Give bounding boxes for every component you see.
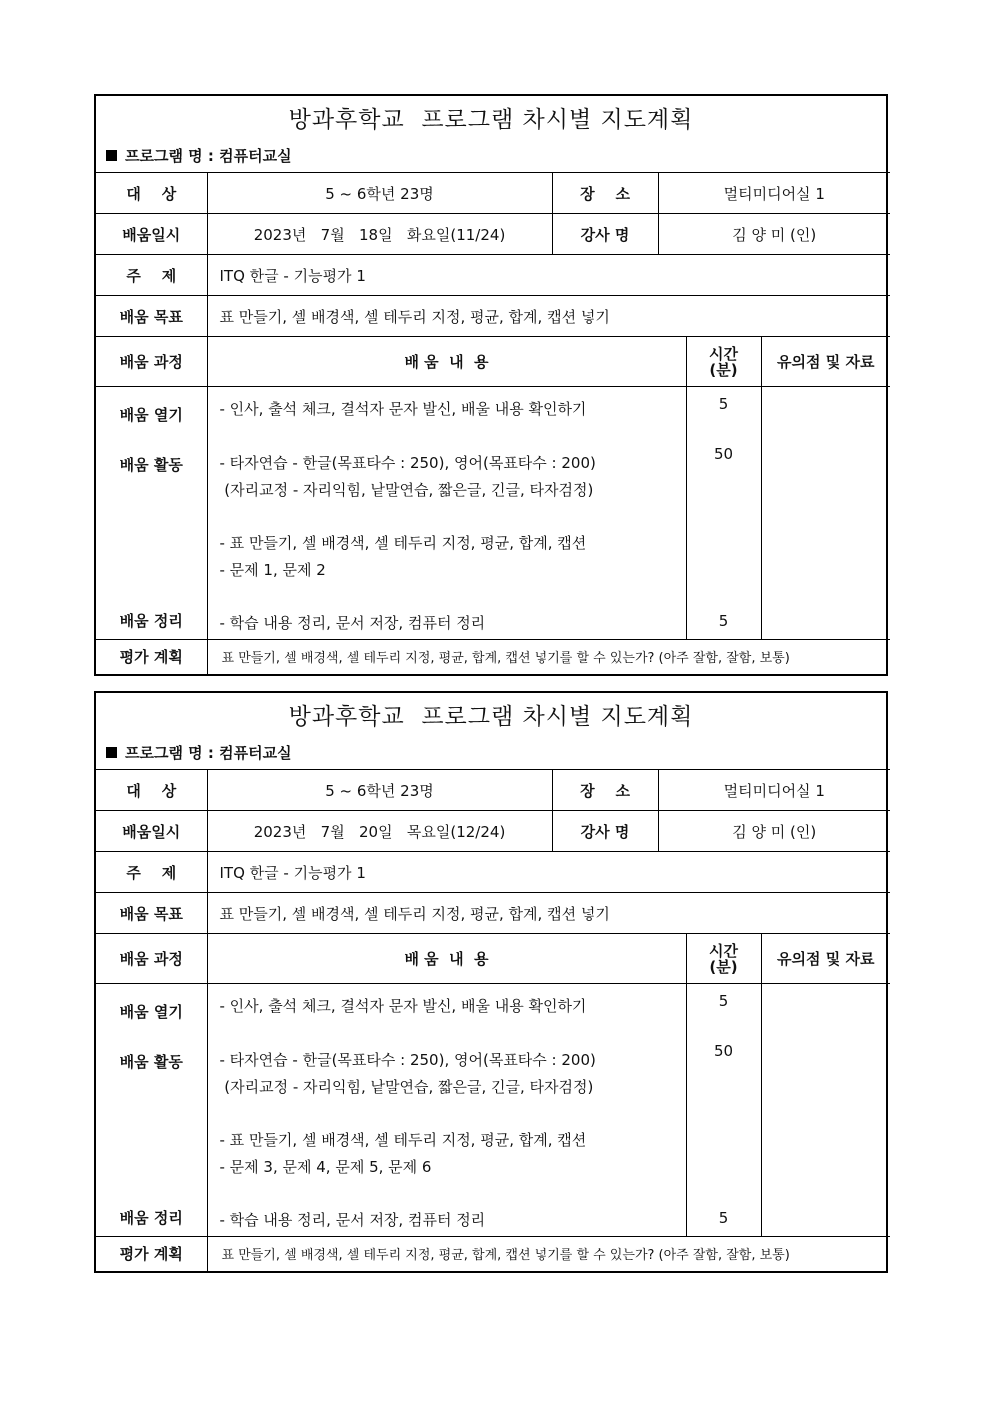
target-row [96, 173, 890, 214]
plan-title: 방과후학교 프로그램 차시별 지도계획 [288, 106, 694, 133]
eval-row [96, 1237, 890, 1271]
topic-value: ITQ 한글 - 기능평가 1 [207, 852, 890, 893]
program-name-row [96, 138, 886, 172]
time-value: 5 [718, 612, 729, 630]
date-label: 배움일시 [96, 811, 207, 852]
date-row [96, 811, 890, 852]
date-label: 배움일시 [96, 214, 207, 255]
stages-cell [96, 984, 207, 1237]
process-header: 배움 과정 [96, 337, 207, 387]
notes-header: 유의점 및 자료 [761, 337, 890, 387]
target-value: 5 ~ 6학년 23명 [207, 770, 552, 811]
topic-row [96, 255, 890, 296]
square-bullet-icon [106, 747, 117, 758]
content-line: - 문제 1, 문제 2 [219, 561, 326, 579]
content-line: - 타자연습 - 한글(목표타수 : 250), 영어(목표타수 : 200) [219, 454, 596, 472]
topic-row [96, 852, 890, 893]
goal-label: 배움 목표 [96, 296, 207, 337]
goal-label: 배움 목표 [96, 893, 207, 934]
content-line: - 학습 내용 정리, 문서 저장, 컴퓨터 정리 [219, 614, 486, 632]
notes-cell [761, 387, 890, 640]
time-header-bottom: (분) [709, 360, 738, 379]
time-value: 5 [718, 395, 729, 413]
topic-label: 주 제 [96, 852, 207, 893]
topic-label: 주 제 [96, 255, 207, 296]
stage-activity: 배움 활동 [119, 456, 183, 474]
target-label: 대 상 [96, 173, 207, 214]
eval-label: 평가 계획 [96, 1237, 207, 1271]
target-row [96, 770, 890, 811]
time-header [686, 934, 761, 984]
place-value: 멀티미디어실 1 [658, 770, 890, 811]
program-name: 프로그램 명 : 컴퓨터교실 [125, 146, 292, 165]
lesson-plan-2 [94, 691, 888, 1273]
date-row [96, 214, 890, 255]
time-header-top: 시간 [709, 941, 738, 960]
target-value: 5 ~ 6학년 23명 [207, 173, 552, 214]
teacher-label: 강사 명 [552, 811, 658, 852]
content-line: - 표 만들기, 셀 배경색, 셀 테두리 지정, 평균, 합계, 캡션 [219, 1131, 587, 1149]
program-name: 프로그램 명 : 컴퓨터교실 [125, 743, 292, 762]
time-value: 5 [718, 992, 729, 1010]
content-line: - 표 만들기, 셀 배경색, 셀 테두리 지정, 평균, 합계, 캡션 [219, 534, 587, 552]
content-line: - 문제 3, 문제 4, 문제 5, 문제 6 [219, 1158, 432, 1176]
plan-table [96, 172, 890, 674]
date-value: 2023년 7월 20일 목요일(12/24) [207, 811, 552, 852]
lesson-plan-1 [94, 94, 888, 676]
content-line: (자리교정 - 자리익힘, 낱말연습, 짧은글, 긴글, 타자검정) [219, 1078, 594, 1096]
stage-wrapup: 배움 정리 [119, 1209, 183, 1227]
content-line: (자리교정 - 자리익힘, 낱말연습, 짧은글, 긴글, 타자검정) [219, 481, 594, 499]
content-header: 배 움 내 용 [207, 337, 686, 387]
body-row [96, 387, 890, 640]
content-line: - 학습 내용 정리, 문서 저장, 컴퓨터 정리 [219, 1211, 486, 1229]
content-line: - 인사, 출석 체크, 결석자 문자 발신, 배울 내용 확인하기 [219, 997, 587, 1015]
teacher-value: 김 양 미 (인) [658, 811, 890, 852]
topic-value: ITQ 한글 - 기능평가 1 [207, 255, 890, 296]
plan-table [96, 769, 890, 1271]
place-label: 장 소 [552, 173, 658, 214]
place-value: 멀티미디어실 1 [658, 173, 890, 214]
content-header: 배 움 내 용 [207, 934, 686, 984]
notes-header: 유의점 및 자료 [761, 934, 890, 984]
square-bullet-icon [106, 150, 117, 161]
time-value: 50 [713, 1042, 734, 1060]
place-label: 장 소 [552, 770, 658, 811]
stage-open: 배움 열기 [119, 1003, 183, 1021]
eval-value: 표 만들기, 셀 배경색, 셀 테두리 지정, 평균, 합계, 캡션 넣기를 할 수 있는가? (아주 잘함, 잘함, 보통) [207, 1237, 890, 1271]
header-row [96, 934, 890, 984]
content-cell [207, 387, 686, 640]
goal-value: 표 만들기, 셀 배경색, 셀 테두리 지정, 평균, 합계, 캡션 넣기 [207, 296, 890, 337]
date-value: 2023년 7월 18일 화요일(11/24) [207, 214, 552, 255]
eval-value: 표 만들기, 셀 배경색, 셀 테두리 지정, 평균, 합계, 캡션 넣기를 할 수 있는가? (아주 잘함, 잘함, 보통) [207, 640, 890, 674]
time-cell [686, 984, 761, 1237]
time-value: 50 [713, 445, 734, 463]
goal-value: 표 만들기, 셀 배경색, 셀 테두리 지정, 평균, 합계, 캡션 넣기 [207, 893, 890, 934]
teacher-value: 김 양 미 (인) [658, 214, 890, 255]
goal-row [96, 893, 890, 934]
content-line: - 인사, 출석 체크, 결석자 문자 발신, 배울 내용 확인하기 [219, 400, 587, 418]
content-line: - 타자연습 - 한글(목표타수 : 250), 영어(목표타수 : 200) [219, 1051, 596, 1069]
program-name-row [96, 735, 886, 769]
stages-cell [96, 387, 207, 640]
header-row [96, 337, 890, 387]
time-cell [686, 387, 761, 640]
notes-cell [761, 984, 890, 1237]
eval-label: 평가 계획 [96, 640, 207, 674]
teacher-label: 강사 명 [552, 214, 658, 255]
time-header-top: 시간 [709, 344, 738, 363]
body-row [96, 984, 890, 1237]
goal-row [96, 296, 890, 337]
stage-activity: 배움 활동 [119, 1053, 183, 1071]
plan-title: 방과후학교 프로그램 차시별 지도계획 [288, 703, 694, 730]
stage-open: 배움 열기 [119, 406, 183, 424]
target-label: 대 상 [96, 770, 207, 811]
time-header-bottom: (분) [709, 957, 738, 976]
eval-row [96, 640, 890, 674]
content-cell [207, 984, 686, 1237]
process-header: 배움 과정 [96, 934, 207, 984]
stage-wrapup: 배움 정리 [119, 612, 183, 630]
time-header [686, 337, 761, 387]
time-value: 5 [718, 1209, 729, 1227]
